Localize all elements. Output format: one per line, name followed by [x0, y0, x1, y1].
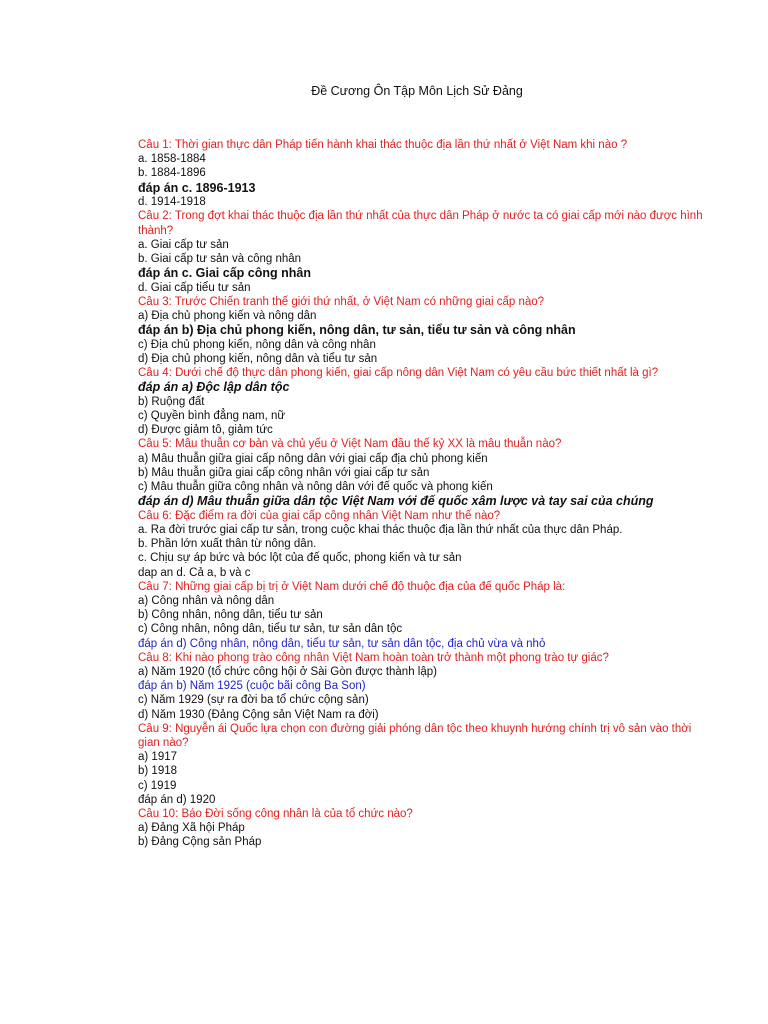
question-text: Câu 7: Những giai cấp bị trị ở Việt Nam dưới chế độ thuộc địa của đế quốc Pháp là:: [138, 580, 566, 593]
document-title: Đề Cương Ôn Tập Môn Lịch Sử Đảng: [311, 84, 523, 98]
option-text: b) Công nhân, nông dân, tiểu tư sản: [138, 609, 323, 622]
answer-text: đáp án b) Năm 1925 (cuộc bãi công Ba Son): [138, 680, 366, 693]
option-text: a) Năm 1920 (tổ chức công hội ở Sài Gòn được thành lập): [138, 666, 437, 678]
option-text: d) Được giảm tô, giảm tức: [138, 424, 273, 437]
question-text: Câu 10: Báo Đời sống công nhân là của tổ chức nào?: [138, 808, 413, 821]
option-text: a) Mâu thuẫn giữa giai cấp nông dân với giai cấp địa chủ phong kiến: [138, 452, 488, 465]
option-text: c) Mâu thuẫn giữa công nhân và nông dân với đế quốc và phong kiến: [138, 481, 493, 494]
question-text: Câu 3: Trước Chiến tranh thế giới thứ nhất, ở Việt Nam có những giai cấp nào?: [138, 295, 545, 308]
option-text: c) 1919: [138, 779, 177, 792]
option-text: a) Đảng Xã hội Pháp: [138, 822, 245, 835]
option-text: d. Giai cấp tiểu tư sản: [138, 281, 251, 294]
question-text: Câu 6: Đặc điểm ra đời của giai cấp công nhân Việt Nam như thế nào?: [138, 509, 501, 522]
option-text: dap an d. Cả a, b và c: [138, 566, 251, 579]
option-text: b. Giai cấp tư sản và công nhân: [138, 252, 302, 265]
question-text: Câu 8: Khi nào phong trào công nhân Việt Nam hoàn toàn trở thành một phong trào tự giác?: [138, 651, 609, 664]
answer-text: đáp án c. Giai cấp công nhân: [138, 266, 311, 281]
option-text: b) Mâu thuẫn giữa giai cấp công nhân với giai cấp tư sản: [138, 466, 430, 479]
option-text: c) Công nhân, nông dân, tiểu tư sản, tư sản dân tộc: [138, 623, 403, 636]
option-text: a) Công nhân và nông dân: [138, 594, 275, 607]
option-text: b) Ruộng đất: [138, 395, 205, 408]
option-text: d) Địa chủ phong kiến, nông dân và tiểu tư sản: [138, 352, 378, 365]
option-text: a. Ra đời trước giai cấp tư sản, trong cuộc khai thác thuộc địa lần thứ nhất của thực dân Pháp.: [138, 523, 623, 536]
question-text: Câu 9: Nguyễn ái Quốc lựa chọn con đường giải phóng dân tộc theo khuynh hướng chính trị vô sản vào thời gian nào?: [138, 722, 692, 750]
option-text: b) Đảng Cộng sản Pháp: [138, 836, 262, 849]
question-text: Câu 1: Thời gian thực dân Pháp tiến hành khai thác thuộc địa lần thứ nhất ở Việt Nam khi nào ?: [138, 139, 628, 151]
option-text: b. 1884-1896: [138, 167, 206, 180]
option-text: d. 1914-1918: [138, 196, 206, 209]
option-text: b) 1918: [138, 765, 178, 778]
document-body: [138, 138, 708, 850]
option-text: c) Địa chủ phong kiến, nông dân và công nhân: [138, 338, 376, 351]
answer-text: đáp án d) Công nhân, nông dân, tiểu tư sản, tư sản dân tộc, địa chủ vừa và nhỏ: [138, 637, 546, 650]
answer-text: đáp án c. 1896-1913: [138, 180, 256, 195]
option-text: c) Quyền bình đẳng nam, nữ: [138, 410, 286, 423]
question-text: Câu 2: Trong đợt khai thác thuộc địa lần thứ nhất của thực dân Pháp ở nước ta có giai cấp mới nào được hình thành?: [138, 210, 703, 237]
option-text: c) Năm 1929 (sự ra đời ba tổ chức cộng sản): [138, 694, 369, 707]
option-text: d) Năm 1930 (Đảng Cộng sản Việt Nam ra đời): [138, 708, 379, 721]
question-text: Câu 5: Mâu thuẫn cơ bản và chủ yếu ở Việt Nam đầu thế kỷ XX là mâu thuẫn nào?: [138, 438, 562, 451]
option-text: a. 1858-1884: [138, 153, 206, 166]
option-text: a) Địa chủ phong kiến và nông dân: [138, 310, 317, 323]
option-text: a. Giai cấp tư sản: [138, 238, 229, 251]
question-text: Câu 4: Dưới chế độ thực dân phong kiến, giai cấp nông dân Việt Nam có yêu cầu bức thiết nhất là gì?: [138, 367, 659, 380]
option-text: đáp án d) 1920: [138, 793, 216, 806]
option-text: c. Chịu sự áp bức và bóc lột của đế quốc, phong kiến và tư sản: [138, 552, 462, 565]
option-text: b. Phần lớn xuất thân từ nông dân.: [138, 538, 317, 551]
answer-text: đáp án b) Địa chủ phong kiến, nông dân, tư sản, tiểu tư sản và công nhân: [138, 323, 576, 338]
option-text: a) 1917: [138, 751, 178, 764]
answer-text: đáp án a) Độc lập dân tộc: [138, 380, 290, 395]
answer-text: đáp án d) Mâu thuẫn giữa dân tộc Việt Nam với đế quốc xâm lược và tay sai của chúng: [138, 494, 654, 509]
